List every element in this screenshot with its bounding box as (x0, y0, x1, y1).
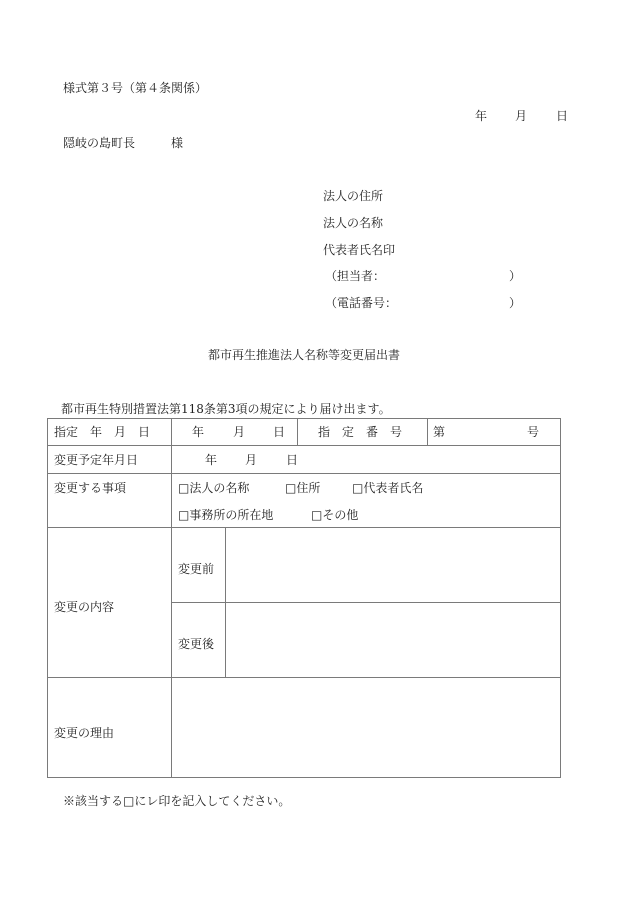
after-change-label: 変更後 (178, 637, 215, 651)
table-rule (47, 445, 561, 446)
year-label: 年 (205, 453, 218, 467)
phone-label: （電話番号： (325, 296, 398, 310)
corporate-name-label: 法人の名称 (323, 216, 384, 230)
change-items-label: 変更する事項 (54, 481, 127, 495)
month-label: 月 (245, 453, 258, 467)
date-month-label: 月 (515, 109, 528, 123)
contact-person-close: ） (509, 269, 522, 283)
footnote: ※該当する□にレ印を記入してください。 (63, 794, 291, 808)
date-day-label: 日 (556, 109, 569, 123)
checkbox-icon: □ (352, 481, 364, 495)
number-prefix: 第 (433, 425, 446, 439)
representative-label: 代表者氏名印 (323, 243, 396, 257)
day-label: 日 (273, 425, 286, 439)
change-reason-field[interactable] (172, 678, 560, 777)
phone-close: ） (509, 296, 522, 310)
designation-date-label: 指定 年 月 日 (54, 425, 151, 439)
table-rule (47, 473, 561, 474)
month-label: 月 (233, 425, 246, 439)
checkbox-icon: □ (311, 508, 323, 522)
table-border-bottom (47, 777, 561, 778)
change-reason-label: 変更の理由 (54, 726, 115, 740)
date-year-label: 年 (475, 109, 488, 123)
contact-person-label: （担当者： (325, 269, 386, 283)
corporate-address-label: 法人の住所 (323, 189, 384, 203)
table-border-left (47, 418, 48, 778)
table-border-top (47, 418, 561, 419)
designation-number-label: 指 定 番 号 (318, 425, 403, 439)
checkbox-icon: □ (285, 481, 297, 495)
checkbox-corporate-name[interactable] (178, 481, 249, 495)
before-change-label: 変更前 (178, 562, 215, 576)
checkbox-label: 事務所の所在地 (189, 508, 274, 522)
change-details-label: 変更の内容 (54, 600, 115, 614)
scheduled-change-date-label: 変更予定年月日 (54, 453, 139, 467)
number-suffix: 号 (527, 425, 540, 439)
table-column-divider (427, 418, 428, 445)
year-label: 年 (192, 425, 205, 439)
checkbox-label: 代表者氏名 (363, 481, 424, 495)
checkbox-representative-name[interactable] (352, 481, 423, 495)
before-change-field[interactable] (226, 528, 560, 602)
checkbox-icon: □ (178, 508, 190, 522)
table-column-divider (297, 418, 298, 445)
checkbox-office-location[interactable] (178, 508, 273, 522)
form-number: 様式第３号（第４条関係） (63, 81, 208, 95)
addressee: 隠岐の島町長 (63, 136, 136, 150)
honorific: 様 (171, 136, 184, 150)
checkbox-label: 住所 (296, 481, 321, 495)
checkbox-label: その他 (322, 508, 359, 522)
after-change-field[interactable] (226, 603, 560, 677)
checkbox-address[interactable] (285, 481, 320, 495)
checkbox-icon: □ (178, 481, 190, 495)
intro-text: 都市再生特別措置法第118条第3項の規定により届け出ます。 (61, 402, 391, 416)
checkbox-other[interactable] (311, 508, 358, 522)
checkbox-label: 法人の名称 (189, 481, 250, 495)
table-border-right (560, 418, 561, 778)
day-label: 日 (286, 453, 299, 467)
document-title: 都市再生推進法人名称等変更届出書 (208, 348, 401, 362)
